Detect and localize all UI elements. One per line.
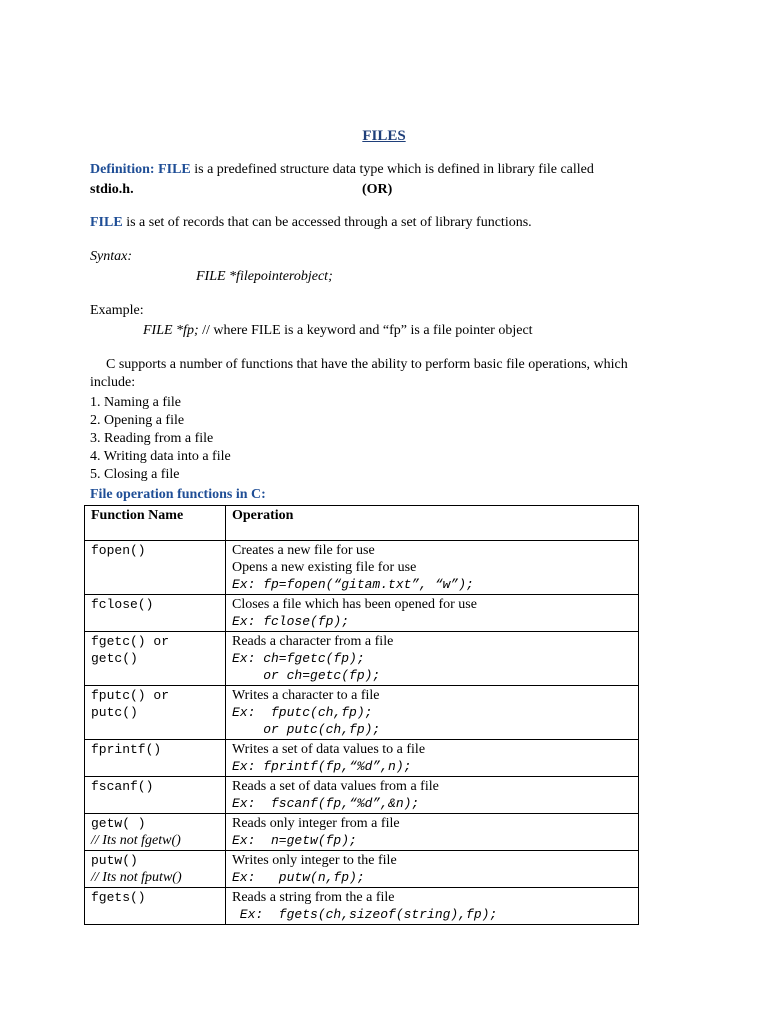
- function-name: getw( ): [91, 816, 146, 831]
- table-row: [85, 777, 639, 814]
- table-row: [85, 686, 639, 740]
- syntax-code: FILE *filepointerobject;: [196, 269, 333, 284]
- operation-text: Writes a character to a file: [232, 688, 380, 703]
- syntax-label: Syntax:: [90, 249, 132, 264]
- operation-text: Writes only integer to the file: [232, 853, 397, 868]
- operation-text: Opens a new existing file for use: [232, 560, 417, 575]
- example-code: Ex: fprintf(fp,“%d”,n);: [232, 759, 412, 774]
- example-code: Ex: fputc(ch,fp);: [232, 705, 373, 720]
- intro-line-1: C supports a number of functions that have the ability to perform basic file operations, which: [106, 357, 628, 372]
- example-code: Ex: putw(n,fp);: [232, 870, 365, 885]
- table-row: [85, 888, 639, 925]
- list-item: 4. Writing data into a file: [90, 449, 231, 464]
- function-name: fclose(): [91, 597, 154, 612]
- function-name: fgetc() or: [91, 634, 170, 649]
- function-name: fscanf(): [91, 779, 154, 794]
- list-item: 5. Closing a file: [90, 467, 180, 482]
- function-name: fprintf(): [91, 742, 162, 757]
- example-code: FILE *fp;: [143, 323, 199, 338]
- list-item: 3. Reading from a file: [90, 431, 214, 446]
- table-row: [85, 632, 639, 686]
- operation-text: Writes a set of data values to a file: [232, 742, 426, 757]
- file-definition-text: is a set of records that can be accessed through a set of library functions.: [122, 215, 532, 230]
- intro-line-2: include:: [90, 375, 136, 390]
- definition-paragraph: [90, 160, 680, 200]
- function-note: // Its not fgetw(): [91, 833, 181, 848]
- example-code: Ex: n=getw(fp);: [232, 833, 357, 848]
- list-item: 2. Opening a file: [90, 413, 185, 428]
- table-row: [85, 851, 639, 888]
- operation-text: Closes a file which has been opened for use: [232, 597, 477, 612]
- operation-text: Reads a set of data values from a file: [232, 779, 439, 794]
- header-operation: Operation: [226, 506, 639, 541]
- table-row: [85, 541, 639, 595]
- list-item: 1. Naming a file: [90, 395, 181, 410]
- example-code: or ch=getc(fp);: [232, 668, 381, 683]
- file-functions-table: [84, 505, 639, 925]
- example-code: Ex: fclose(fp);: [232, 614, 350, 629]
- file-keyword: FILE: [90, 215, 123, 230]
- operation-text: Reads a character from a file: [232, 634, 394, 649]
- function-note: // Its not fputw(): [91, 870, 182, 885]
- example-code: Ex: fscanf(fp,“%d”,&n);: [232, 796, 420, 811]
- page-title: FILES: [362, 128, 406, 144]
- file-definition: [90, 214, 532, 232]
- table-title: File operation functions in C:: [90, 487, 266, 502]
- operations-list: [90, 394, 231, 484]
- example-code: Ex: fp=fopen(“gitam.txt”, “w”);: [232, 577, 474, 592]
- table-row: [85, 595, 639, 632]
- header-function-name: Function Name: [85, 506, 226, 541]
- table-header-row: [85, 506, 639, 541]
- definition-lib: stdio.h.: [90, 182, 134, 197]
- function-name: putw(): [91, 853, 138, 868]
- example-code: or putc(ch,fp);: [232, 722, 381, 737]
- function-name: putc(): [91, 705, 138, 720]
- definition-or: (OR): [362, 182, 393, 197]
- definition-keyword: FILE: [158, 162, 191, 177]
- example-line: [143, 322, 533, 340]
- operation-text: Reads only integer from a file: [232, 816, 400, 831]
- example-code: Ex: fgets(ch,sizeof(string),fp);: [232, 907, 498, 922]
- table-row: [85, 814, 639, 851]
- example-label: Example:: [90, 303, 144, 318]
- function-name: fputc() or: [91, 688, 170, 703]
- operation-text: Creates a new file for use: [232, 543, 375, 558]
- function-name: fopen(): [91, 543, 146, 558]
- example-comment: // where FILE is a keyword and “fp” is a file pointer object: [198, 323, 533, 338]
- operation-text: Reads a string from the a file: [232, 890, 395, 905]
- function-name: fgets(): [91, 890, 146, 905]
- table-row: [85, 740, 639, 777]
- definition-label: Definition:: [90, 162, 155, 177]
- example-code: Ex: ch=fgetc(fp);: [232, 651, 365, 666]
- definition-text: is a predefined structure data type which is defined in library file called: [190, 162, 594, 177]
- function-name: getc(): [91, 651, 138, 666]
